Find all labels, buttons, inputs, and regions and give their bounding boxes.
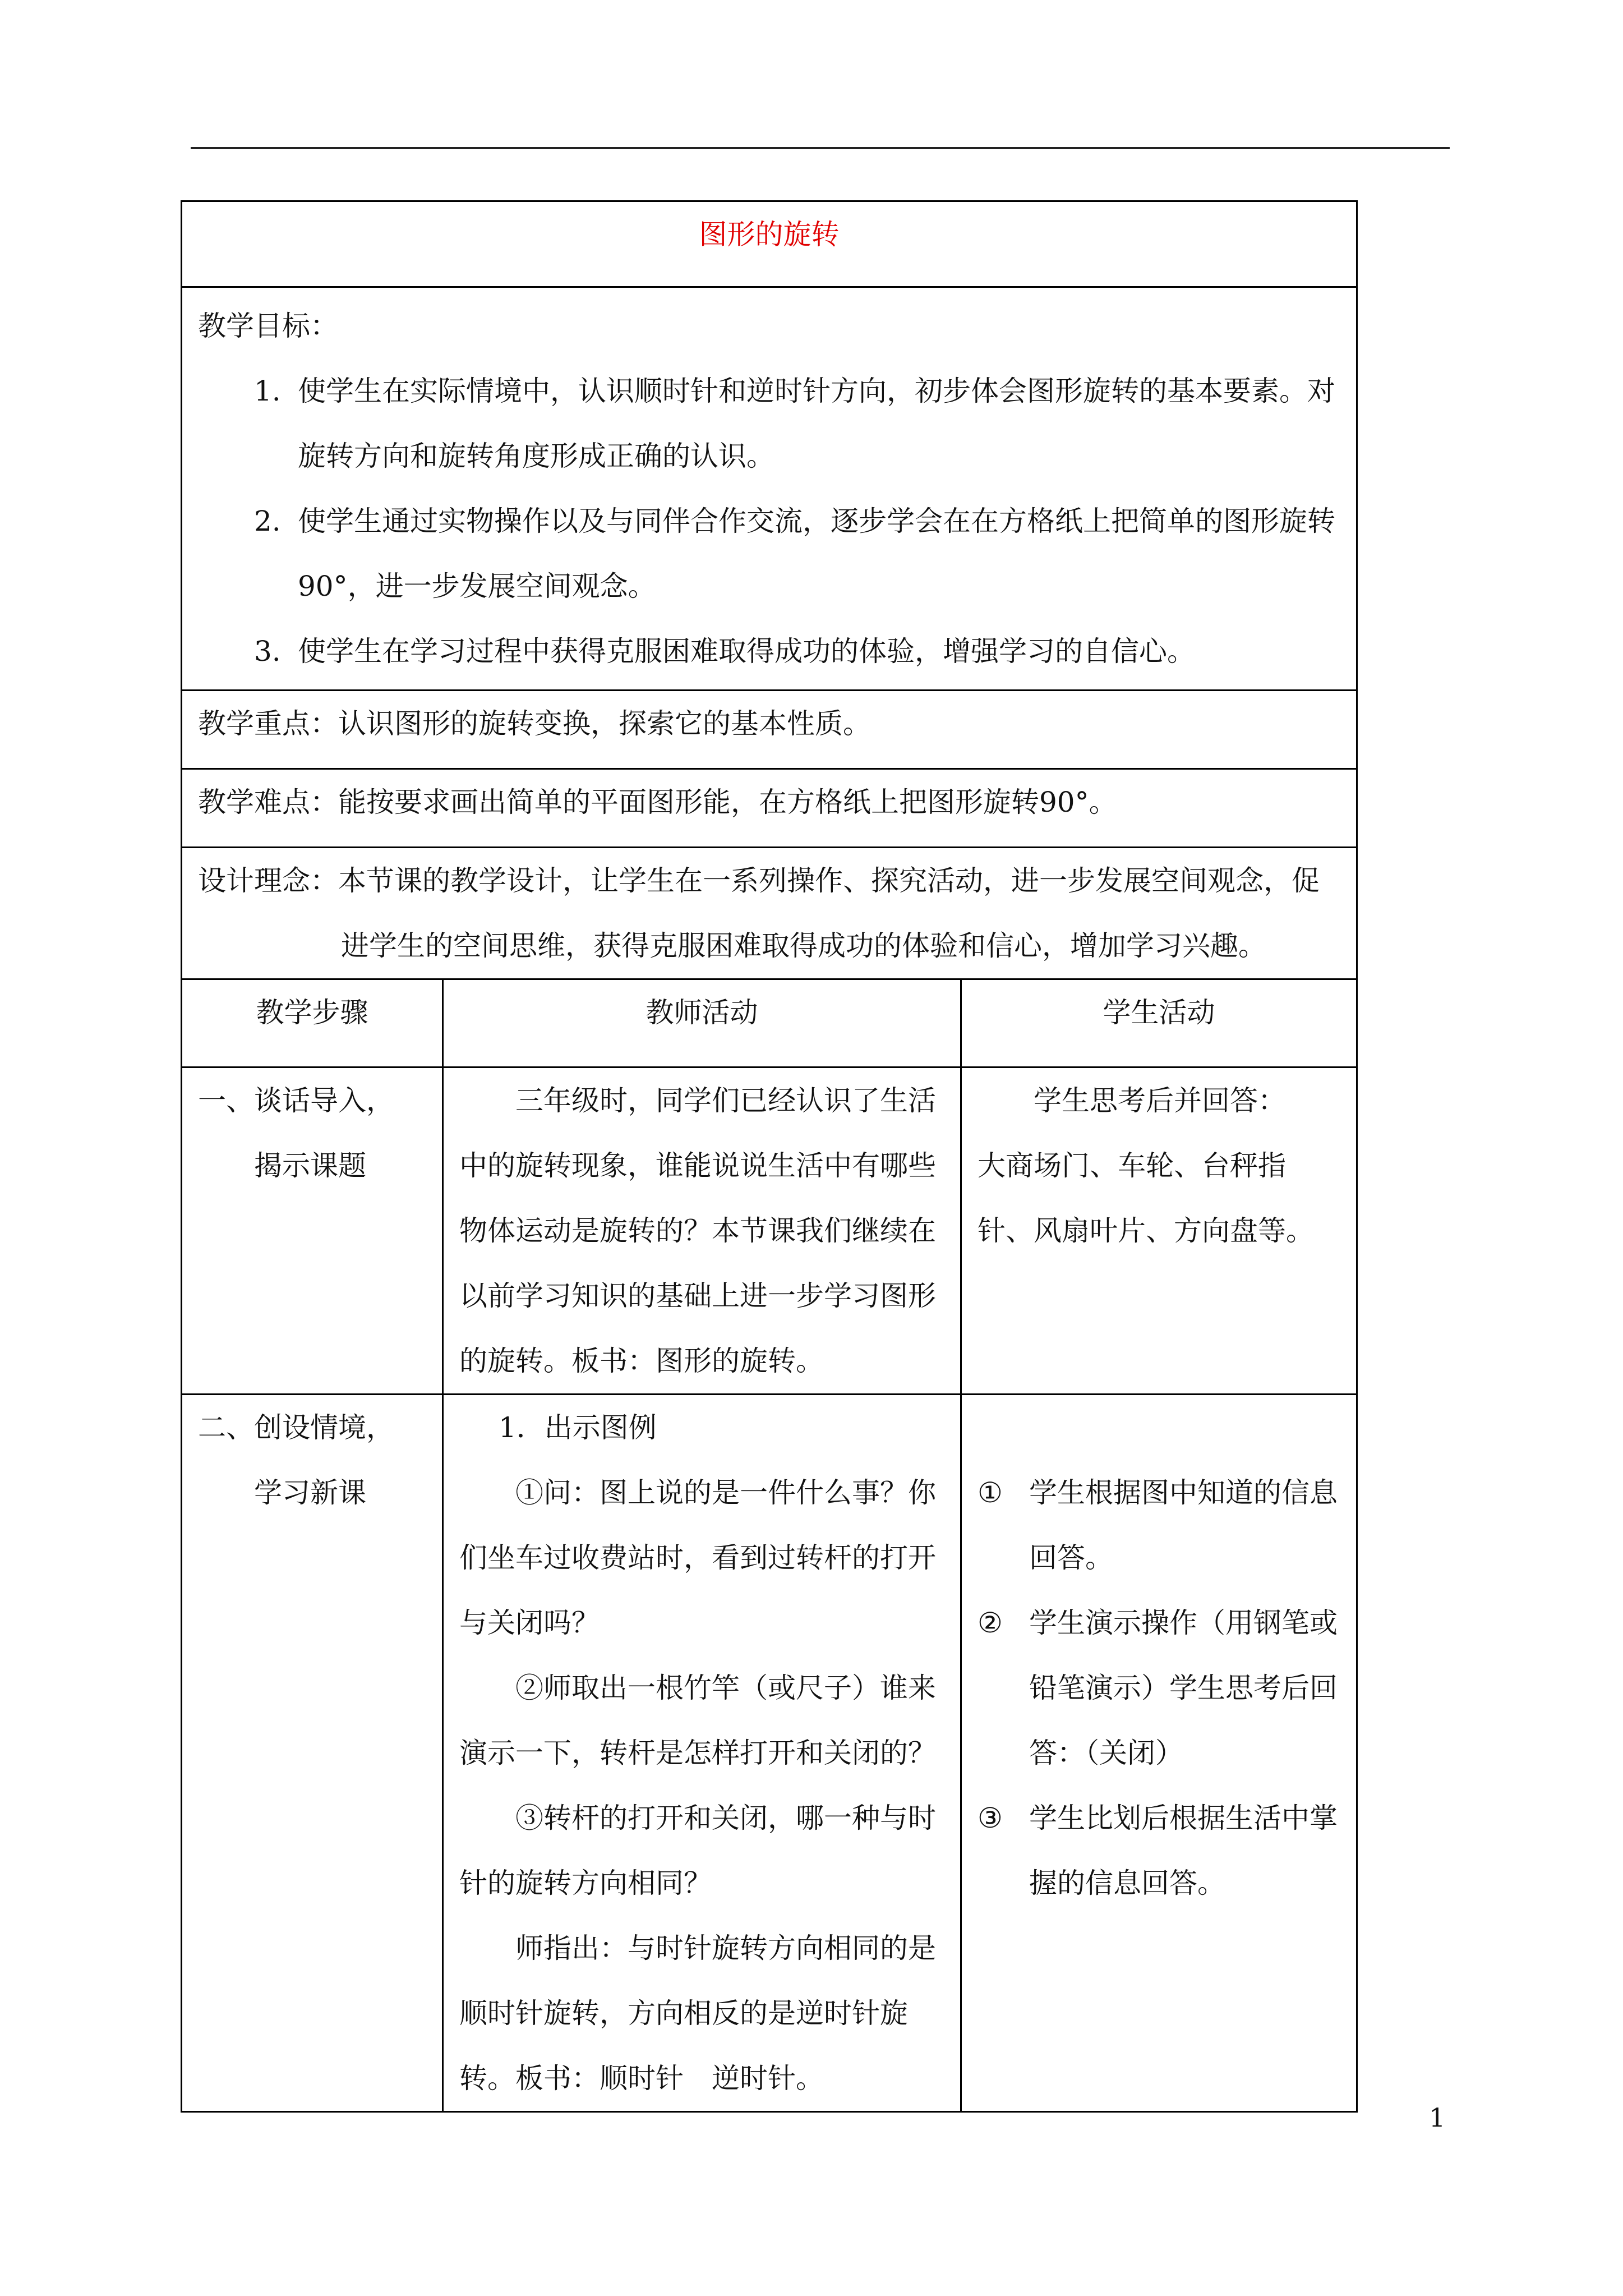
teacher-paragraph: 师指出：与时针旋转方向相同的是顺时针旋转，方向相反的是逆时针旋转。板书：顺时针 逆时针。 bbox=[459, 1932, 936, 2095]
student-item-text: 学生演示操作（用钢笔或铅笔演示）学生思考后回答：（关闭） bbox=[1029, 1607, 1338, 1769]
step-row bbox=[182, 1395, 1357, 2112]
step-cell bbox=[182, 1068, 443, 1395]
student-item-number: ② bbox=[978, 1607, 1003, 1639]
design-concept bbox=[182, 848, 1357, 979]
step-cell bbox=[182, 1395, 443, 2112]
column-header-student: 学生活动 bbox=[961, 979, 1357, 1068]
objective-item bbox=[254, 358, 1340, 489]
objective-number: 3. bbox=[254, 635, 281, 668]
key-point-row bbox=[182, 691, 1357, 769]
objective-item bbox=[254, 619, 1340, 684]
objective-number: 1. bbox=[254, 375, 281, 407]
title-row bbox=[182, 201, 1357, 287]
objectives-cell bbox=[182, 287, 1357, 691]
step-title: 二、创设情境， bbox=[198, 1411, 394, 1444]
lesson-title: 图形的旋转 bbox=[182, 201, 1357, 287]
teacher-paragraph: ③转杆的打开和关闭，哪一种与时针的旋转方向相同？ bbox=[459, 1802, 936, 1899]
lesson-plan-table bbox=[181, 200, 1358, 2113]
student-item bbox=[978, 1590, 1340, 1786]
header-rule bbox=[191, 147, 1450, 149]
teacher-activity bbox=[443, 1395, 961, 2112]
objectives-row bbox=[182, 287, 1357, 691]
teacher-paragraph: 三年级时，同学们已经认识了生活中的旋转现象，谁能说说生活中有哪些物体运动是旋转的？本节课我们继续在以前学习知识的基础上进一步学习图形的旋转。板书：图形的旋转。 bbox=[459, 1084, 936, 1377]
design-concept-row bbox=[182, 848, 1357, 979]
column-header-step: 教学步骤 bbox=[182, 979, 443, 1068]
column-header-row bbox=[182, 979, 1357, 1068]
student-item-text: 学生比划后根据生活中掌握的信息回答。 bbox=[1029, 1802, 1338, 1899]
student-item bbox=[978, 1460, 1340, 1590]
objective-number: 2. bbox=[254, 505, 281, 537]
difficulty-row bbox=[182, 769, 1357, 848]
difficulty: 教学难点：能按要求画出简单的平面图形能，在方格纸上把图形旋转90°。 bbox=[182, 769, 1357, 848]
objective-item bbox=[254, 489, 1340, 619]
step-subtitle: 揭示课题 bbox=[254, 1149, 366, 1182]
student-item-number: ③ bbox=[978, 1802, 1003, 1834]
student-item bbox=[978, 1786, 1340, 1916]
teacher-activity bbox=[443, 1068, 961, 1395]
step-title: 一、谈话导入， bbox=[198, 1084, 394, 1117]
teacher-paragraph: ②师取出一根竹竿（或尺子）谁来演示一下，转杆是怎样打开和关闭的？ bbox=[459, 1672, 936, 1769]
step-subtitle: 学习新课 bbox=[254, 1476, 366, 1509]
column-header-teacher: 教师活动 bbox=[443, 979, 961, 1068]
step-row bbox=[182, 1068, 1357, 1395]
student-activity bbox=[961, 1395, 1357, 2112]
student-item-text: 学生根据图中知道的信息回答。 bbox=[1029, 1476, 1338, 1574]
objective-text: 使学生通过实物操作以及与同伴合作交流，逐步学会在在方格纸上把简单的图形旋转90°，进一步发展空间观念。 bbox=[298, 505, 1335, 602]
objective-text: 使学生在实际情境中，认识顺时针和逆时针方向，初步体会图形旋转的基本要素。对旋转方向和旋转角度形成正确的认识。 bbox=[298, 375, 1335, 472]
teacher-heading: 1．出示图例 bbox=[499, 1411, 657, 1444]
objectives-label: 教学目标： bbox=[198, 310, 338, 342]
student-item-number: ① bbox=[978, 1476, 1003, 1509]
objective-text: 使学生在学习过程中获得克服困难取得成功的体验，增强学习的自信心。 bbox=[298, 635, 1195, 668]
student-paragraph: 学生思考后并回答： bbox=[1034, 1084, 1286, 1117]
page-number: 1 bbox=[1429, 2102, 1446, 2133]
design-concept-line: 设计理念：本节课的教学设计，让学生在一系列操作、探究活动，进一步发展空间观念，促 bbox=[198, 864, 1320, 897]
key-point: 教学重点：认识图形的旋转变换，探索它的基本性质。 bbox=[182, 691, 1357, 769]
student-paragraph: 大商场门、车轮、台秤指针、风扇叶片、方向盘等。 bbox=[978, 1149, 1314, 1247]
design-concept-line: 进学生的空间思维，获得克服困难取得成功的体验和信心，增加学习兴趣。 bbox=[341, 930, 1266, 962]
teacher-paragraph: ①问：图上说的是一件什么事？你们坐车过收费站时，看到过转杆的打开与关闭吗？ bbox=[459, 1476, 936, 1639]
student-activity bbox=[961, 1068, 1357, 1395]
